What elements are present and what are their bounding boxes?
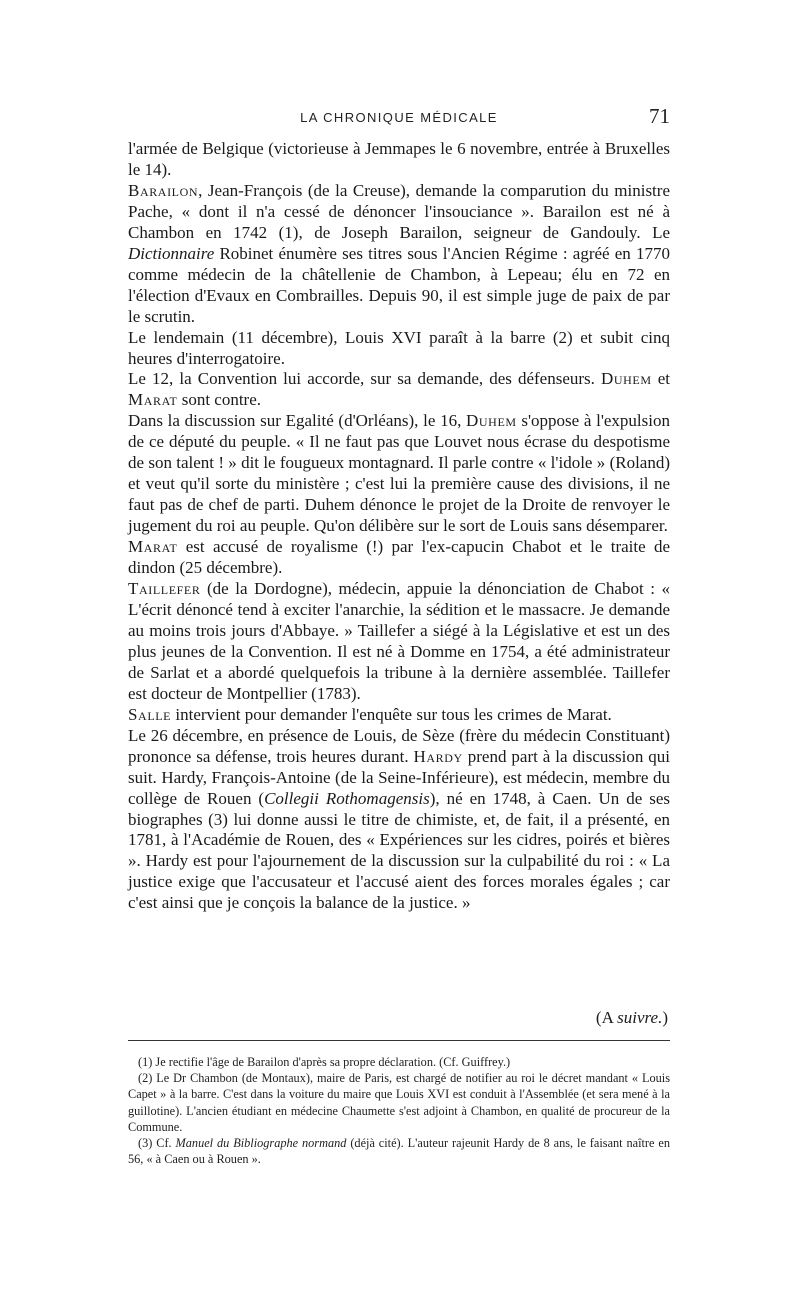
text-run: ), né en 1748, à Caen. Un de ses biographes (3) lui donne aussi le titre de chimiste, et, de fait, il a présenté, en 1781, à l'Académie de Rouen, des « Expériences sur les cidres, poirés et bières ». Hardy est pour l'ajournement de la discussion sur la culpabilité du roi : « La justice exige que l'accusateur et l'accusé aient des forces morales égales ; car c'est ainsi que je conçois la balance de la justice. » <box>128 788 670 913</box>
book-title: Dictionnaire <box>128 243 215 263</box>
text-run: sont contre. <box>177 390 262 410</box>
text-run: Robinet énumère ses titres sous l'Ancien Régime : agréé en 1770 comme médecin de la châtellenie de Chambon, à Lepeau; élu en 72 en l'élection d'Evaux en Combrailles. Depuis 90, il est simple juge de paix de par le scrutin. <box>128 243 670 326</box>
text-run: et <box>651 369 670 389</box>
person-name: Taillefer <box>128 579 201 599</box>
person-name: Barailon <box>128 180 199 200</box>
person-name: Salle <box>128 704 172 724</box>
text-run: ) <box>662 1008 668 1027</box>
person-name: Marat <box>128 537 178 557</box>
person-name: Duhem <box>601 369 652 389</box>
text-run: (déjà cité). L'auteur rajeunit Hardy de 8 ans, le faisant naître en 56, « à Caen ou à Rouen ». <box>128 1136 670 1167</box>
paragraph <box>128 537 670 579</box>
text-run: s'oppose à l'expulsion de ce député du peuple. « Il ne faut pas que Louvet nous écrase du despotisme de son talent ! » dit le fougueux montagnard. Il parle contre « l'idole » (Roland) et veut qu'il sorte du ministère ; c'est lui la première cause des divisions, il ne faut pas de chef de parti. Duhem dénonce le projet de la Droite de renvoyer le jugement du roi au peuple. Qu'on délibère sur le sort de Louis sans désemparer. <box>128 411 670 536</box>
footnote: (2) Le Dr Chambon (de Montaux), maire de Paris, est chargé de notifier au roi le décret mandant « Louis Capet » à la barre. C'est dans la voiture du maire que Louis XVI est conduit à l'Assemblée (et sera mené à la guillotine). L'ancien étudiant en médecine Chaumette s'est adjoint à Chambon, en qualité de procureur de la Commune. <box>128 1071 670 1134</box>
latin-term: Collegii Rothomagensis <box>264 788 430 808</box>
to-be-continued <box>596 1008 668 1028</box>
footnotes <box>128 1054 670 1167</box>
footnote-divider <box>128 1040 670 1041</box>
page-header <box>128 104 670 134</box>
book-title: Manuel du Bibliographe normand <box>175 1136 347 1151</box>
text-run: (A <box>595 1008 618 1027</box>
text-run: (de la Dordogne), médecin, appuie la dénonciation de Chabot : « L'écrit dénoncé tend à exciter l'anarchie, la sédition et le massacre. Je demande au moins trois jours d'Abbaye. » Taillefer a siégé à la Législative et est un des plus jeunes de la Convention. Il est né à Domme en 1754, a été administrateur de Sarlat et a abordé quelquefois la tribune à la dernière assemblée. Taillefer est docteur de Montpellier (1783). <box>128 579 670 703</box>
text-run: suivre. <box>617 1008 663 1027</box>
main-text <box>128 139 670 914</box>
text-run: intervient pour demander l'enquête sur tous les crimes de Marat. <box>171 704 612 724</box>
paragraph <box>128 726 670 915</box>
footnote <box>128 1135 670 1167</box>
person-name: Duhem <box>466 411 517 431</box>
text-run: Le 26 décembre, en présence de Louis, de Sèze (frère du médecin Constituant) prononce sa défense, trois heures durant. <box>128 725 670 766</box>
paragraph <box>128 579 670 705</box>
text-run: prend part à la discussion qui suit. Hardy, François-Antoine (de la Seine-Inférieure), est médecin, membre du collège de Rouen ( <box>128 746 670 808</box>
paragraph: Le lendemain (11 décembre), Louis XVI paraît à la barre (2) et subit cinq heures d'interrogatoire. <box>128 327 670 368</box>
paragraph <box>128 369 670 411</box>
text-run: Dans la discussion sur Egalité (d'Orléans), le 16, <box>128 411 467 431</box>
footnote: (1) Je rectifie l'âge de Barailon d'après sa propre déclaration. (Cf. Guiffrey.) <box>138 1055 511 1069</box>
paragraph: l'armée de Belgique (victorieuse à Jemmapes le 6 novembre, entrée à Bruxelles le 14). <box>128 139 670 179</box>
paragraph <box>128 411 670 537</box>
paragraph <box>128 181 670 328</box>
text-run: est accusé de royalisme (!) par l'ex-capucin Chabot et le traite de dindon (25 décembre). <box>128 537 670 578</box>
paragraph <box>128 705 670 726</box>
text-run: , Jean-François (de la Creuse), demande la comparution du ministre Pache, « dont il n'a cessé de dénoncer l'insouciance ». Barailon est né à Chambon en 1742 (1), de Joseph Barailon, seigneur de Gandouly. Le <box>128 180 670 242</box>
text-run: (3) Cf. <box>138 1136 176 1151</box>
running-title: LA CHRONIQUE MÉDICALE <box>300 110 498 125</box>
text-run: Le 12, la Convention lui accorde, sur sa demande, des défenseurs. <box>128 369 602 389</box>
page-number: 71 <box>649 104 670 128</box>
person-name: Hardy <box>413 746 463 766</box>
person-name: Marat <box>128 390 178 410</box>
